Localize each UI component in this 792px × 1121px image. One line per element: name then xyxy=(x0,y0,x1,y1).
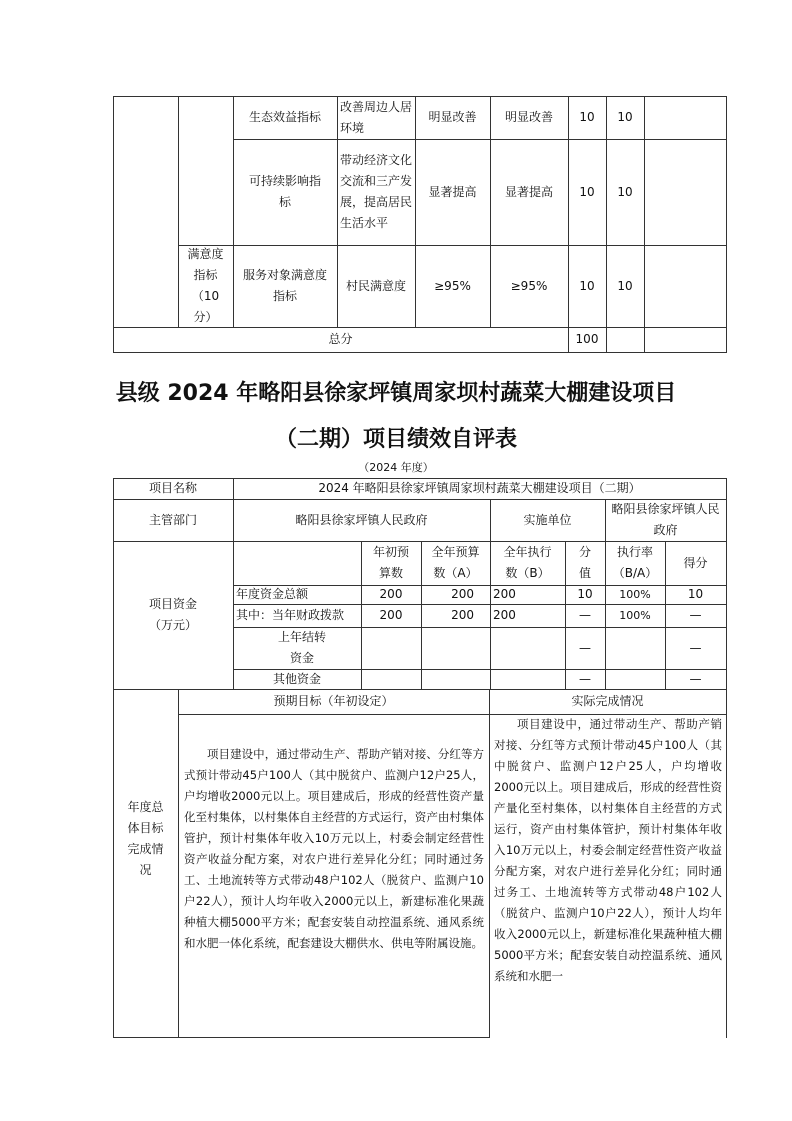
fund-budget: 200 xyxy=(451,587,474,601)
target-cell: 显著提高 xyxy=(428,184,477,199)
actual-result-text: 项目建设中，通过带动生产、帮助产销对接、分红等方式预计带动45户100人（其中脱贫户、监测户12户25人，户均增收2000元以上。项目建成后，形成的经营性资产量化至村集体，以村集体自主经营的方式运行，资产由村集体管护，预计村集体年收入10万元以上，村委会制定经营性资产收益分配方案，对农户进行差异化分红；同时通过务工、土地流转等方式带动48户102人（脱贫户、监测户10户22人），预计人均年收入2000元以上，新建标准化果蔬种植大棚5000平方米；配套安装自动控温系统、通风系统和水肥一 xyxy=(494,717,722,983)
fund-score: — xyxy=(689,608,702,622)
indicator-cell: 服务对象满意度指标 xyxy=(242,268,327,303)
funds-header: 得分 xyxy=(683,555,708,570)
fund-weight: — xyxy=(579,640,591,655)
impl-label: 实施单位 xyxy=(523,512,572,527)
fund-rate xyxy=(605,669,665,689)
actual-result-header: 实际完成情况 xyxy=(571,694,644,708)
fund-executed xyxy=(490,669,565,689)
fund-score: — xyxy=(689,640,702,655)
funds-label: 项目资金（万元） xyxy=(148,597,197,632)
weight-cell: 10 xyxy=(579,278,595,293)
fund-score: — xyxy=(689,671,702,686)
dept-label: 主管部门 xyxy=(148,512,197,527)
project-name-value: 2024 年略阳县徐家坪镇周家坝村蔬菜大棚建设项目（二期） xyxy=(318,481,641,495)
fund-weight: — xyxy=(579,671,591,686)
expected-goal-header: 预期目标（年初设定） xyxy=(273,694,394,708)
target-cell: ≥95% xyxy=(434,278,471,293)
fund-initial xyxy=(361,627,421,669)
fund-executed xyxy=(490,627,565,669)
fund-rate: 100% xyxy=(619,588,651,601)
funds-header: 分值 xyxy=(578,545,591,580)
content-cell: 带动经济文化交流和三产发展，提高居民生活水平 xyxy=(340,153,413,230)
project-name-label: 项目名称 xyxy=(148,481,197,495)
funds-header: 年初预算数 xyxy=(373,545,410,580)
total-value: 100 xyxy=(575,332,599,346)
fund-executed: 200 xyxy=(493,587,516,601)
fund-initial: 200 xyxy=(379,608,403,622)
score-cell: 10 xyxy=(617,278,633,293)
actual-cell: 明显改善 xyxy=(504,110,553,124)
fund-rate xyxy=(605,627,665,669)
note-cell xyxy=(644,139,726,245)
dept-value: 略阳县徐家坪镇人民政府 xyxy=(295,512,428,527)
fund-budget xyxy=(421,627,490,669)
score-cell: 10 xyxy=(617,110,633,124)
actual-cell: ≥95% xyxy=(510,278,548,293)
weight-cell: 10 xyxy=(579,184,595,199)
fund-row-name: 其中：当年财政拨款 xyxy=(236,608,345,622)
indicator-cell: 可持续影响指标 xyxy=(248,174,321,209)
funds-header: 全年预算数（A） xyxy=(431,545,480,580)
category-cell: 满意度指标（10分） xyxy=(187,247,224,324)
fund-row-name: 年度资金总额 xyxy=(236,587,309,601)
fund-initial xyxy=(361,669,421,689)
page-title-line2: （二期）项目绩效自评表 xyxy=(274,427,517,452)
fund-weight: 10 xyxy=(577,587,593,601)
total-label: 总分 xyxy=(328,332,353,346)
actual-cell: 显著提高 xyxy=(504,184,553,199)
fund-score: 10 xyxy=(687,587,704,601)
weight-cell: 10 xyxy=(579,110,595,124)
page-title-line1: 县级 2024 年略阳县徐家坪镇周家坝村蔬菜大棚建设项目 xyxy=(115,381,677,406)
content-cell: 改善周边人居环境 xyxy=(340,99,413,135)
goals-label: 年度总体目标完成情况 xyxy=(127,800,164,877)
impl-value: 略阳县徐家坪镇人民政府 xyxy=(611,502,720,537)
score-cell: 10 xyxy=(617,184,633,199)
year-label: （2024 年度） xyxy=(358,461,434,474)
fund-initial: 200 xyxy=(379,587,403,601)
indicator-cell: 生态效益指标 xyxy=(248,110,321,124)
funds-header: 全年执行数（B） xyxy=(503,545,552,580)
fund-budget: 200 xyxy=(451,608,474,622)
target-cell: 明显改善 xyxy=(428,110,477,124)
note-cell xyxy=(644,96,726,139)
fund-row-name: 其他资金 xyxy=(272,671,321,686)
funds-header: 执行率（B/A） xyxy=(612,545,658,580)
fund-weight: — xyxy=(579,608,591,622)
fund-row-name: 上年结转资金 xyxy=(277,630,326,665)
fund-budget xyxy=(421,669,490,689)
expected-goal-text: 项目建设中，通过带动生产、帮助产销对接、分红等方式预计带动45户100人（其中脱贫户、监测户12户25人，户均增收2000元以上。项目建成后，形成的经营性资产量化至村集体，以村集体自主经营的方式运行，资产由村集体管护，预计村集体年收入10万元以上，村委会制定经营性资产收益分配方案，对农户进行差异化分红；同时通过务工、土地流转等方式带动48户102人（脱贫户、监测户10户22人），预计人均年收入2000元以上，新建标准化果蔬种植大棚5000平方米；配套安装自动控温系统、通风系统和水肥一体化系统，配套建设大棚供水、供电等附属设施。 xyxy=(184,747,484,950)
fund-executed: 200 xyxy=(493,608,516,622)
content-cell: 村民满意度 xyxy=(345,278,406,293)
note-cell xyxy=(644,245,726,327)
fund-rate: 100% xyxy=(619,609,651,622)
